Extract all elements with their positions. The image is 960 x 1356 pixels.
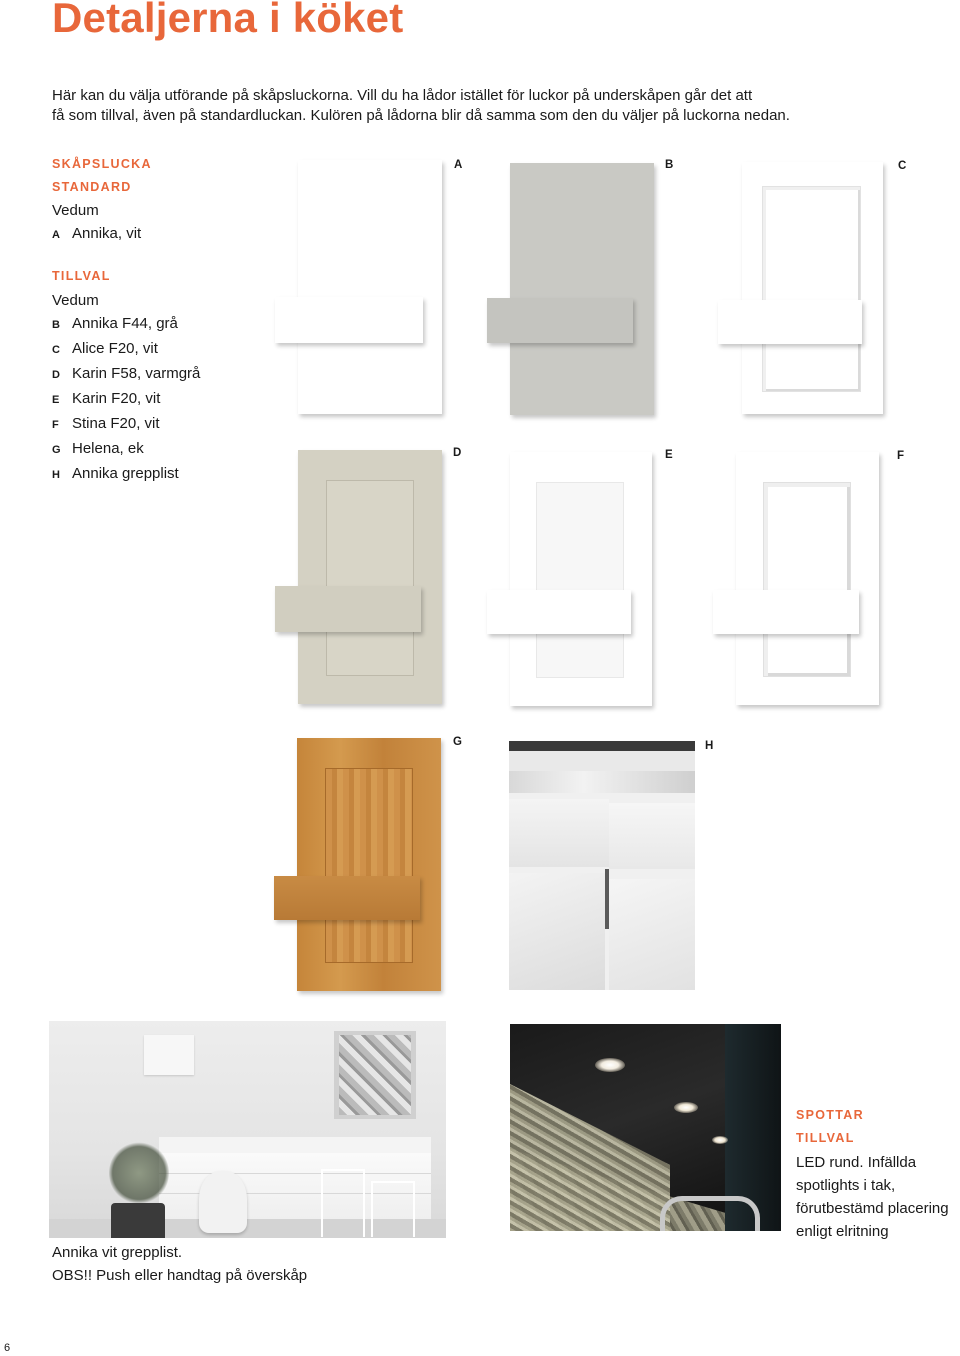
drawer-g-image xyxy=(274,876,420,920)
kitchen-caption-line-1: Annika vit grepplist. xyxy=(52,1244,183,1261)
option-key: G xyxy=(52,444,61,456)
door-a-image xyxy=(298,160,442,414)
option-label: Annika, vit xyxy=(72,225,142,242)
kitchen-caption xyxy=(52,1241,307,1287)
page-number: 6 xyxy=(4,1342,11,1354)
door-h-photo xyxy=(509,741,695,990)
option-key: H xyxy=(52,469,60,481)
option-item xyxy=(52,462,272,487)
option-item xyxy=(52,387,272,412)
door-letter-c: C xyxy=(898,160,907,172)
door-letter-a: A xyxy=(454,159,463,171)
option-key: F xyxy=(52,419,59,431)
spottar-subheading: TILLVAL xyxy=(796,1131,855,1145)
door-letter-h: H xyxy=(705,740,714,752)
spotlight-photo xyxy=(510,1024,781,1231)
option-item xyxy=(52,337,272,362)
door-g-image xyxy=(297,738,441,991)
option-item xyxy=(52,362,272,387)
option-item xyxy=(52,312,272,337)
tillval-heading: TILLVAL xyxy=(52,269,111,283)
door-letter-g: G xyxy=(453,736,462,748)
spottar-line-4: enligt elritning xyxy=(796,1223,889,1240)
option-label: Helena, ek xyxy=(72,440,144,457)
option-item xyxy=(52,412,272,437)
kitchen-caption-line-2: OBS!! Push eller handtag på överskåp xyxy=(52,1267,308,1284)
spottar-section xyxy=(796,1106,960,1243)
option-item xyxy=(52,222,272,247)
option-key: B xyxy=(52,319,60,331)
door-b-image xyxy=(510,163,654,415)
door-e-image xyxy=(510,452,652,706)
door-f-image xyxy=(736,452,879,705)
option-label: Karin F20, vit xyxy=(72,390,161,407)
drawer-e-image xyxy=(487,590,631,634)
option-label: Karin F58, varmgrå xyxy=(72,365,201,382)
door-letter-d: D xyxy=(453,447,462,459)
door-c-image xyxy=(742,162,883,414)
door-letter-e: E xyxy=(665,449,673,461)
option-key: E xyxy=(52,394,60,406)
tillval-series: Vedum xyxy=(52,292,99,309)
spottar-line-1: LED rund. Infällda xyxy=(796,1154,917,1171)
drawer-a-image xyxy=(275,297,423,343)
skapslucka-list xyxy=(52,155,272,487)
option-key: D xyxy=(52,369,60,381)
spottar-heading: SPOTTAR xyxy=(796,1108,864,1122)
option-key: A xyxy=(52,229,60,241)
option-label: Stina F20, vit xyxy=(72,415,160,432)
drawer-f-image xyxy=(713,590,859,634)
intro-line-2: få som tillval, även på standardluckan. Kulören på lådorna blir då samma som den du väljer på luckorna nedan. xyxy=(52,106,790,124)
drawer-d-image xyxy=(275,586,421,632)
drawer-b-image xyxy=(487,298,633,343)
option-label: Annika grepplist xyxy=(72,465,179,482)
option-item xyxy=(52,437,272,462)
door-d-image xyxy=(298,450,442,704)
door-letter-f: F xyxy=(897,450,905,462)
option-key: C xyxy=(52,344,60,356)
kitchen-photo xyxy=(49,1021,446,1238)
option-label: Alice F20, vit xyxy=(72,340,158,357)
standard-series: Vedum xyxy=(52,202,99,219)
intro-line-1: Här kan du välja utförande på skåpsluckorna. Vill du ha lådor istället för luckor på underskåpen går det att xyxy=(52,87,753,104)
door-letter-b: B xyxy=(665,159,674,171)
page-title: Detaljerna i köket xyxy=(52,0,404,41)
standard-heading: STANDARD xyxy=(52,180,132,194)
intro-text xyxy=(52,86,892,125)
spottar-line-3: förutbestämd placering xyxy=(796,1200,949,1217)
spottar-line-2: spotlights i tak, xyxy=(796,1177,896,1194)
skapslucka-heading: SKÅPSLUCKA xyxy=(52,157,152,171)
drawer-c-image xyxy=(718,300,862,344)
option-label: Annika F44, grå xyxy=(72,315,178,332)
